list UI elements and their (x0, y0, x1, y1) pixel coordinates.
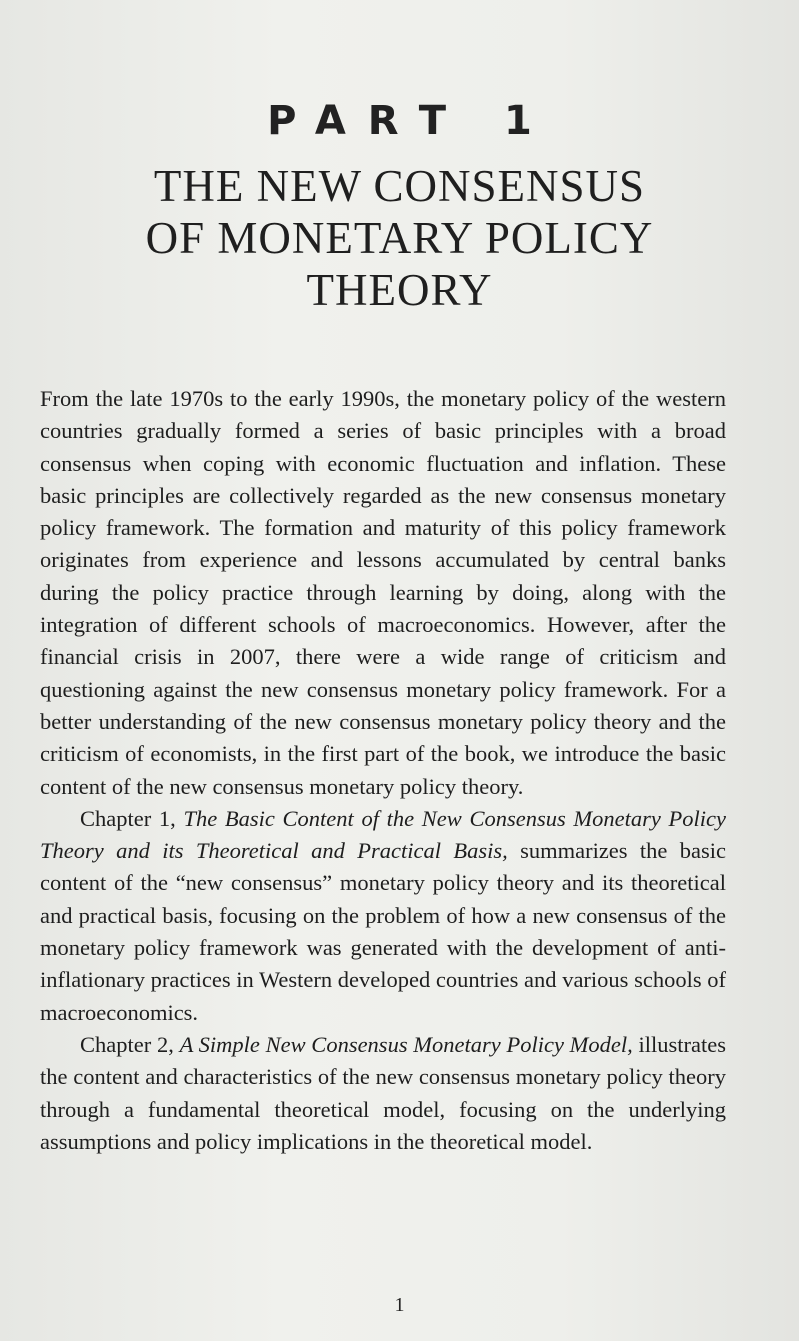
body-text (40, 383, 726, 1158)
part-title-line-1: THE NEW CONSENSUS (153, 161, 646, 211)
part-title-line-2: OF MONETARY POLICY (145, 213, 654, 263)
chapter-2-title: A Simple New Consensus Monetary Policy Model, (179, 1031, 633, 1057)
chapter-1-title: The Basic Content of the New Consensus Monetary Policy Theory and its Theoretical and Practical Basis, (40, 805, 726, 864)
part-title-line-3: THEORY (306, 265, 493, 315)
chapter-2-lead: Chapter 2, (80, 1031, 180, 1057)
chapter-2-paragraph (40, 1029, 726, 1158)
part-title (60, 160, 739, 316)
part-label: PART 1 (267, 98, 554, 144)
chapter-2-summary: illustrates the content and characteristics of the new consensus monetary policy theory through a fundamental theoretical model, focusing on the underlying assumptions and policy implications in the theoretical model. (40, 1031, 727, 1154)
intro-paragraph: From the late 1970s to the early 1990s, the monetary policy of the western countries gradually formed a series of basic principles with a broad consensus when coping with economic fluctuation and inflation. These basic principles are collectively regarded as the new consensus monetary policy framework. The formation and maturity of this policy framework originates from experience and lessons accumulated by central banks during the policy practice through learning by doing, along with the integration of different schools of macroeconomics. However, after the financial crisis in 2007, there were a wide range of criticism and questioning against the new consensus monetary policy framework. For a better understanding of the new consensus monetary policy theory and the criticism of economists, in the first part of the book, we introduce the basic content of the new consensus monetary policy theory. (40, 386, 726, 799)
page-number: 1 (394, 1294, 405, 1316)
chapter-1-paragraph (40, 803, 726, 1029)
chapter-1-lead: Chapter 1, (80, 805, 184, 831)
chapter-1-summary: summarizes the basic content of the “new consensus” monetary policy theory and its theoretical and practical basis, focusing on the problem of how a new consensus of the monetary policy framework was generated with the development of anti-inflationary practices in Western developed countries and various schools of macroeconomics. (40, 838, 727, 1025)
